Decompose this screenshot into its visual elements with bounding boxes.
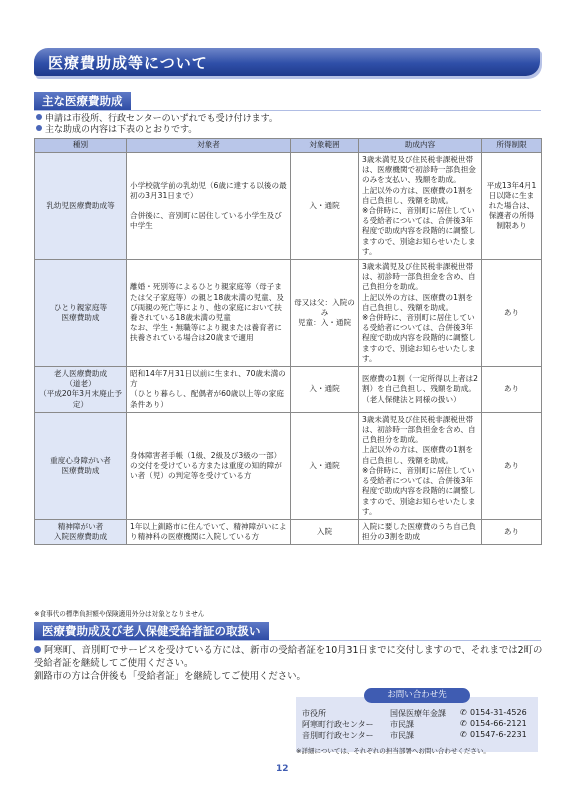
contact-org: 阿寒町行政センター [302,720,374,729]
certificate-notice-kushiro: 釧路市の方は合併後も「受給者証」を継続してご使用ください。 [34,671,306,682]
cell-income: あり [482,260,542,367]
table-row [35,519,542,544]
cell-target: 身体障害者手帳（1級、2級及び3級の一部）の交付を受けている方または重度の知的障がい者（児）の判定等を受けている方 [127,412,291,519]
subsidy-table [34,138,542,545]
page-title-banner [34,48,540,76]
cell-target: 1年以上釧路市に住んでいて、精神障がいにより精神科の医療機関に入院している方 [127,519,291,544]
table-row [35,367,542,413]
table-header: 所得制限 [482,139,542,153]
phone-icon: ✆ [460,719,467,728]
table-row [35,412,542,519]
cell-scope: 入・通院 [291,412,359,519]
cell-target: 小学校就学前の乳幼児（6歳に達する以後の最初の3月31日まで） 合併後に、音別町に居住している小学生及び中学生 [127,153,291,260]
contact-dept: 国保医療年金課 [390,709,446,718]
cell-type: 重度心身障がい者 医療費助成 [35,412,127,519]
bullet-dot-icon [36,114,42,120]
phone-icon: ✆ [460,708,467,717]
certificate-notice: 阿寒町、音別町でサービスを受けている方には、新市の受給者証を10月31日までに交付しますので、それまでは2町の受給者証を継続してご使用ください。 [34,645,543,669]
cell-scope: 入・通院 [291,153,359,260]
contact-phone: 01547-6-2231 [470,730,527,739]
section-heading-main-subsidies: 主な医療費助成 [34,92,131,111]
table-header-row [35,139,542,153]
contact-phone: 0154-31-4526 [470,708,527,717]
table-note: ※食事代の標準負担額や保険適用外分は対象となりません [34,610,205,618]
contact-dept: 市民課 [390,720,414,729]
contact-dept: 市民課 [390,731,414,740]
section-divider [34,640,541,641]
page-number: 12 [276,764,289,774]
table-header: 種別 [35,139,127,153]
cell-income: あり [482,367,542,413]
cell-content: 3歳未満児及び住民税非課税世帯は、初診時一部負担金を含め、自己負担分を助成。 上記以外の方は、医療費の1割を自己負担し、残額を助成。 ※合併時に、音別町に居住している受給者については、合併後3年程度で助成内容を段階的に調整しますので、別途お知らせいたします。 [359,260,482,367]
cell-content: 3歳未満児及び住民税非課税世帯は、初診時一部負担金を含め、自己負担分を助成。 上記以外の方は、医療費の1割を自己負担し、残額を助成。 ※合併時に、音別町に居住している受給者については、合併後3年程度で助成内容を段階的に調整しますので、別途お知らせいたします。 [359,412,482,519]
phone-icon: ✆ [460,730,467,739]
cell-type: ひとり親家庭等 医療費助成 [35,260,127,367]
cell-scope: 入院 [291,519,359,544]
contact-phone: 0154-66-2121 [470,719,527,728]
cell-income: 平成13年4月1日以降に生まれた場合は、保護者の所得制限あり [482,153,542,260]
page-title: 医療費助成等について [48,54,208,72]
cell-target: 離婚・死別等によるひとり親家庭等（母子または父子家庭等）の親と18歳未満の児童、及び両親の死亡等により、他の家庭において扶養されている18歳未満の児童 なお、学生・無職等により親または養育者に扶養されている場合は20歳まで適用 [127,260,291,367]
table-header: 助成内容 [359,139,482,153]
table-header: 対象者 [127,139,291,153]
cell-target: 昭和14年7月31日以前に生まれ、70歳未満の方 （ひとり暮らし、配偶者が60歳以上等の家庭条件あり） [127,367,291,413]
cell-type: 老人医療費助成 （道老） （平成20年3月末廃止予定） [35,367,127,413]
cell-type: 乳幼児医療費助成等 [35,153,127,260]
section-heading-certificates: 医療費助成及び老人保健受給者証の取扱い [34,622,269,641]
table-row [35,153,542,260]
cell-income: あり [482,519,542,544]
bullet-dot-icon [34,646,41,653]
cell-type: 精神障がい者 入院医療費助成 [35,519,127,544]
cell-content: 入院に要した医療費のうち自己負担分の3割を助成 [359,519,482,544]
table-header: 対象範囲 [291,139,359,153]
cell-income: あり [482,412,542,519]
contact-footnote: ※詳細については、それぞれの担当部署へお問い合わせください。 [296,747,490,755]
cell-content: 医療費の1割（一定所得以上者は2割）を自己負担し、残額を助成。 （老人保健法と同様の扱い） [359,367,482,413]
bullet-item: 主な助成の内容は下表のとおりです。 [36,124,197,136]
bullet-item: 申請は市役所、行政センターのいずれでも受け付けます。 [36,113,278,125]
cell-content: 3歳未満児及び住民税非課税世帯は、医療機関で初診時一部負担金のみを支払い、残額を助成。 上記以外の方は、医療費の1割を自己負担し、残額を助成。 ※合併時に、音別町に居住している受給者については、合併後3年程度で助成内容を段階的に調整しますので、別途お知らせいたします。 [359,153,482,260]
contact-title: お問い合わせ先 [364,688,470,703]
contact-box [296,690,538,752]
cell-scope: 入・通院 [291,367,359,413]
section-divider [34,110,541,111]
contact-org: 市役所 [302,709,326,718]
contact-org: 音別町行政センター [302,731,374,740]
cell-scope: 母又は父：入院のみ 児童：入・通院 [291,260,359,367]
bullet-dot-icon [36,125,42,131]
table-row [35,260,542,367]
